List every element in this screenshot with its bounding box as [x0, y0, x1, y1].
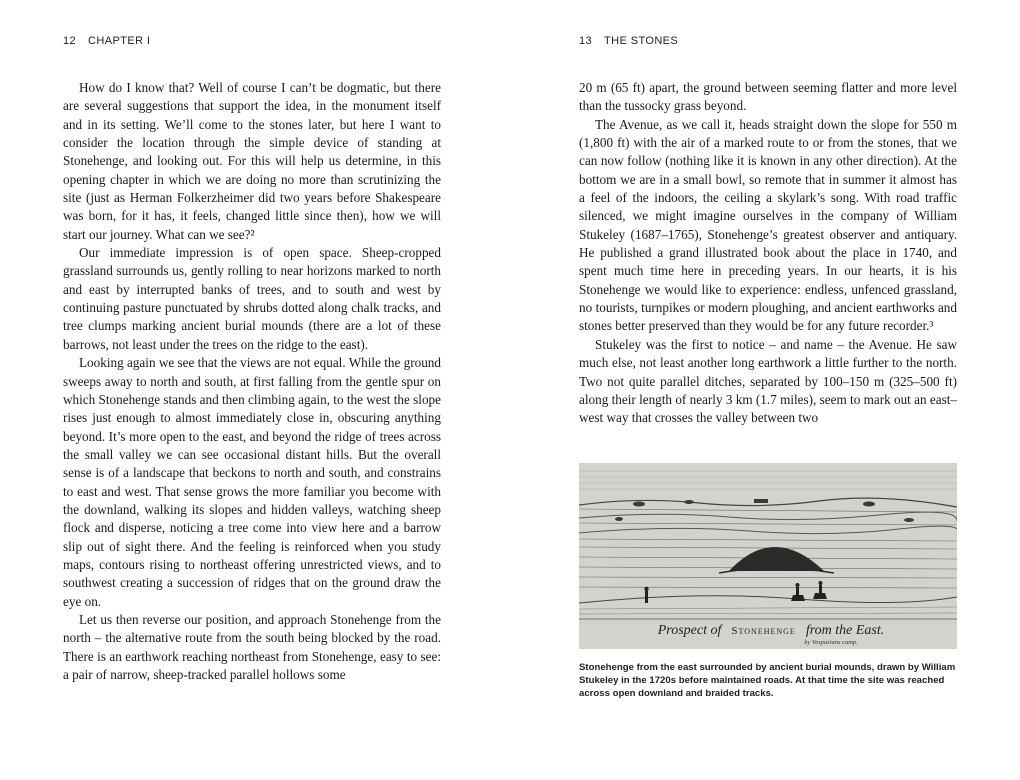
paragraph: The Avenue, as we call it, heads straight down the slope for 550 m (1,800 ft) with the air of a marked route to or from the stones, that we can now follow (nothing like it is known in any other direction). At the bottom we are in a small bowl, so remote that in summer it almost has a feel of the indoors, the ceiling a skylark’s song. With road traffic silenced, we might imagine ourselves in the company of William Stukeley (1687–1765), Stonehenge’s greatest observer and antiquary. He published a grand illustrated book about the place in 1740, and spent much time here in preceding years. In our hearts, it is his Stonehenge we would like to experience: endless, unfenced grassland, no tourists, turnpikes or modern ploughing, and ancient earthworks and stones better preserved than they would be for any future recorder.³: [579, 116, 957, 334]
stukeley-engraving: [579, 463, 957, 649]
running-head-left: [63, 35, 150, 47]
paragraph: Our immediate impression is of open space. Sheep-cropped grassland surrounds us, gently rolling to near horizons marked to north and east by interrupted banks of trees, and to south and west by continuing pasture punctuated by shrubs dotted along chalk tracks, and tree clumps marking ancient burial mounds (there are a lot of these barrows, not least under the trees on the ridge to the east).: [63, 245, 441, 352]
engraving-illustration: [579, 463, 957, 649]
inscription-title: Stonehenge: [731, 625, 796, 637]
right-body-text: [579, 79, 957, 428]
paragraph: Let us then reverse our position, and approach Stonehenge from the north – the alternative route from the south being blocked by the road. There is an earthwork reaching northeast from Stonehenge, easy to see: a pair of narrow, sheep-tracked parallel hollows some: [63, 611, 441, 682]
paragraph: Looking again we see that the views are not equal. While the ground sweeps away to north and south, at first falling from the gentle spur on which Stonehenge stands and then climbing again, to the west the slope rises just enough to almost immediately close in, obscuring anything beyond. It’s more open to the east, and beyond the ridge of trees across the small valley we can see occasional distant hills. But the overall sense is of a landscape that beckons to north and south, and constrains to east and west. That sense grows the more familiar you become with the downland, walking its slopes and hidden valleys, watching sheep flock and disperse, noticing a tree come into view here and a barrow slip out of sight there. And the feeling is reinforced when you study maps, contours rising to northeast offering unrestricted views, and to southwest creating a succession of ridges that on the ground draw the eye on.: [63, 355, 441, 609]
inscription-suffix: from the East.: [805, 623, 885, 638]
inscription-sub: by Vespasians camp.: [804, 639, 858, 646]
page-number-right: 13: [579, 35, 593, 47]
page-number-left: 12: [63, 35, 77, 47]
paragraph: Stukeley was the first to notice – and name – the Avenue. He saw much else, not least another long earthwork a little further to the north. Two not quite parallel ditches, separated by 100–150 m (325–500 ft) along their length of nearly 3 km (1.7 miles), seem to mark out an east–west way that crosses the valley between two: [579, 336, 957, 426]
running-head-right: [579, 35, 678, 47]
left-body-text: [63, 79, 441, 684]
chapter-title: CHAPTER I: [88, 35, 151, 47]
paragraph: 20 m (65 ft) apart, the ground between seeming flatter and more level than the tussocky grass beyond.: [579, 80, 957, 114]
section-title: THE STONES: [604, 35, 679, 47]
figure-caption: Stonehenge from the east surrounded by ancient burial mounds, drawn by William Stukeley in the 1720s before maintained roads. At that time the site was reached across open downland and braided tracks.: [579, 662, 956, 700]
paragraph: How do I know that? Well of course I can’t be dogmatic, but there are several suggestions that support the idea, in the monument itself and in its setting. We’ll come to the stones later, but here I want to consider the location through the simple device of standing at Stonehenge, and looking out. For this will help us determine, in this opening chapter in which we are doing no more than scrutinizing the site (just as Herman Folkerzheimer did two years before Shakespeare was born, for it has, it feels, changed little since then), how we will start our journey. What can we see?²: [63, 80, 441, 242]
inscription-prefix: Prospect of: [657, 623, 722, 638]
